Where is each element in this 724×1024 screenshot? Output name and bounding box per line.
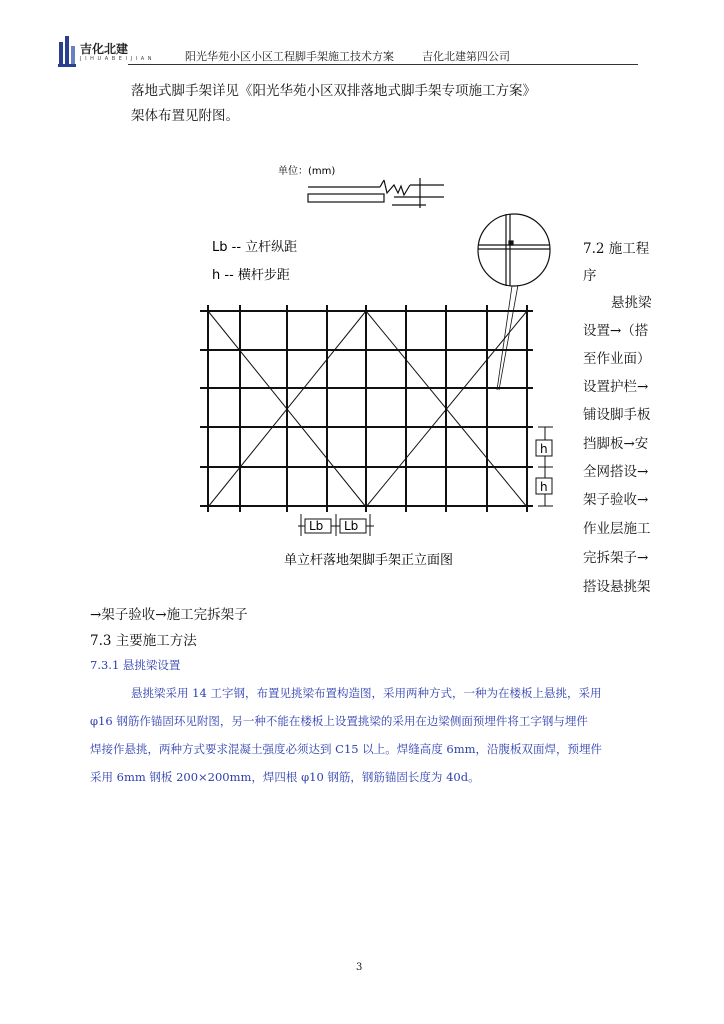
company-logo-icon <box>58 34 76 68</box>
side-line-1: 7.2 施工程 <box>583 241 650 257</box>
dim-h-lower: h <box>540 480 548 494</box>
h-dimension <box>536 427 553 506</box>
body-line-4: 采用 6mm 钢板 200×200mm，焊四根 φ10 钢筋，钢筋锚固长度为 40d。 <box>90 770 480 784</box>
bracing-diagonals <box>208 311 527 507</box>
header-doc-title: 阳光华苑小区小区工程脚手架施工技术方案 <box>185 50 394 63</box>
header-rule <box>128 64 638 65</box>
logo-subtext: J I H U A B E I J I A N <box>80 56 153 62</box>
scaffold-grid <box>200 305 533 512</box>
side-line-4: 设置→（搭 <box>583 323 649 339</box>
intro-line-2: 架体布置见附图。 <box>131 108 239 124</box>
node-detail-circle <box>478 214 550 390</box>
header-company: 吉化北建第四公司 <box>422 50 510 63</box>
side-line-11: 作业层施工 <box>583 521 651 537</box>
body-line-2: φ16 钢筋作锚固环见附图，另一种不能在楼板上设置挑梁的采用在边梁侧面预埋件将工字钢与埋件 <box>90 714 588 728</box>
section-7-3-1-heading: 7.3.1 悬挑梁设置 <box>90 658 181 672</box>
side-line-12: 完拆架子→ <box>583 550 649 566</box>
dim-lb-right: Lb <box>344 519 359 533</box>
body-line-3: 焊接作悬挑，两种方式要求混凝土强度必须达到 C15 以上。焊缝高度 6mm，沿腹板双面焊，预埋件 <box>90 742 603 756</box>
process-continuation: →架子验收→施工完拆架子 <box>90 607 248 623</box>
intro-line-1: 落地式脚手架详见《阳光华苑小区双排落地式脚手架专项施工方案》 <box>131 83 536 99</box>
legend-h: h -- 横杆步距 <box>212 268 290 283</box>
logo-text: 吉化北建 <box>80 42 129 56</box>
figure-caption: 单立杆落地架脚手架正立面图 <box>284 553 454 568</box>
side-line-5: 至作业面） <box>583 351 651 367</box>
page-number: 3 <box>356 962 363 973</box>
scaffold-elevation-figure <box>0 150 580 580</box>
side-line-7: 铺设脚手板 <box>583 407 651 423</box>
cantilever-detail <box>308 178 444 208</box>
side-line-9: 全网搭设→ <box>583 464 649 480</box>
side-line-13: 搭设悬挑架 <box>583 579 651 595</box>
side-line-10: 架子验收→ <box>583 492 649 508</box>
section-7-3-heading: 7.3 主要施工方法 <box>90 633 197 649</box>
side-line-2: 序 <box>583 268 597 284</box>
side-line-3: 悬挑梁 <box>611 295 652 311</box>
body-line-1: 悬挑梁采用 14 工字钢，布置见挑梁布置构造图，采用两种方式，一种为在楼板上悬挑，采用 <box>131 686 602 700</box>
side-line-6: 设置护栏→ <box>583 379 649 395</box>
unit-label: 单位：(mm) <box>278 166 336 177</box>
side-line-8: 挡脚板→安 <box>583 436 649 452</box>
dim-h-upper: h <box>540 442 548 456</box>
legend-lb: Lb -- 立杆纵距 <box>212 240 298 255</box>
dim-lb-left: Lb <box>309 519 324 533</box>
